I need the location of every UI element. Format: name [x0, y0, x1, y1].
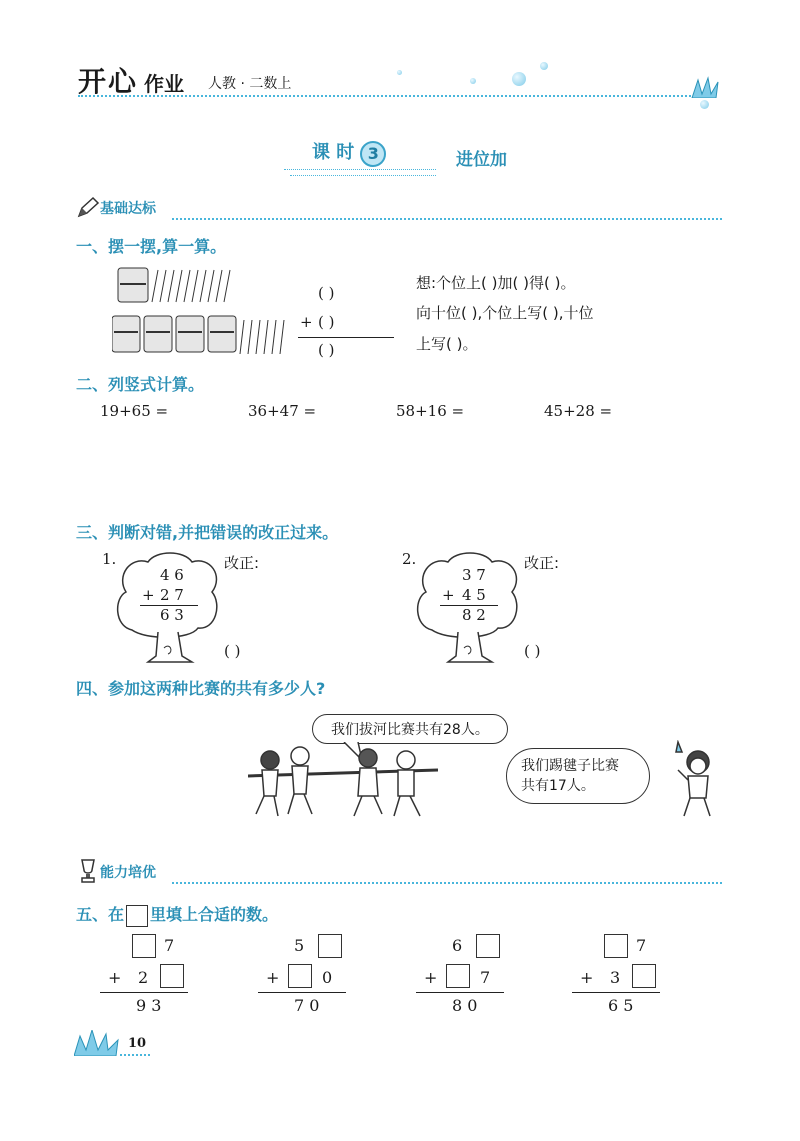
- q3-plus: +: [142, 586, 155, 604]
- q5-sum-line: [572, 992, 660, 993]
- q5-digit: 2: [138, 968, 149, 987]
- q5-digit: 6: [452, 936, 463, 955]
- q3-answer-paren: ( ): [524, 642, 541, 660]
- q1-title: 一、摆一摆,算一算。: [76, 237, 227, 256]
- q2-item: 19+65 =: [100, 402, 169, 420]
- q2-item: 58+16 =: [396, 402, 465, 420]
- edition-label: 人教 · 二数上: [208, 76, 292, 92]
- q1-plus: +: [300, 313, 313, 331]
- q3-result: 6 3: [160, 606, 184, 624]
- q5-title-post: 里填上合适的数。: [150, 905, 279, 924]
- answer-box[interactable]: [160, 964, 184, 988]
- header-divider: [78, 95, 698, 97]
- lesson-name: 进位加: [456, 150, 507, 170]
- bubble-icon: [512, 72, 526, 86]
- q5-result: 8 0: [452, 996, 478, 1015]
- lesson-number: 3: [360, 141, 386, 167]
- q5-title-pre: 五、在: [76, 905, 125, 924]
- pencil-icon: [76, 196, 100, 220]
- section-basic: 基础达标: [100, 201, 156, 217]
- q1-think-line2: 向十位( ),个位上写( ),十位: [416, 304, 594, 322]
- q3-result: 8 2: [462, 606, 486, 624]
- q3-item-index: 2.: [402, 550, 417, 568]
- q1-think-line3: 上写( )。: [416, 335, 478, 353]
- lesson-underline: [284, 169, 436, 170]
- q3-correction-label: 改正:: [224, 554, 260, 572]
- section-advanced: 能力培优: [100, 865, 156, 881]
- tug-of-war-illustration: [248, 742, 438, 824]
- q5-plus: +: [266, 968, 280, 987]
- q3-top-number: 4 6: [160, 566, 184, 584]
- q2-item: 36+47 =: [248, 402, 317, 420]
- bubble-icon: [540, 62, 548, 70]
- q3-title: 三、判断对错,并把错误的改正过来。: [76, 523, 339, 542]
- answer-box[interactable]: [604, 934, 628, 958]
- sticks-illustration: [112, 262, 287, 362]
- q3-plus: +: [442, 586, 455, 604]
- q2-item: 45+28 =: [544, 402, 613, 420]
- answer-box[interactable]: [632, 964, 656, 988]
- blank-box: [126, 905, 148, 927]
- q5-result: 9 3: [136, 996, 162, 1015]
- q5-digit: 7: [164, 936, 175, 955]
- q5-result: 6 5: [608, 996, 634, 1015]
- bubble-icon: [700, 100, 709, 109]
- q4-title: 四、参加这两种比赛的共有多少人?: [76, 679, 326, 698]
- answer-box[interactable]: [446, 964, 470, 988]
- q5-plus: +: [580, 968, 594, 987]
- q5-plus: +: [108, 968, 122, 987]
- q5-digit: 3: [610, 968, 621, 987]
- footer-dots: [120, 1054, 150, 1056]
- q5-sum-line: [258, 992, 346, 993]
- q3-correction-label: 改正:: [524, 554, 560, 572]
- q5-sum-line: [416, 992, 504, 993]
- q3-top-number: 3 7: [462, 566, 486, 584]
- q1-think-line1: 想:个位上( )加( )得( )。: [416, 274, 576, 292]
- shuttlecock-kid-illustration: [660, 740, 720, 820]
- q5-digit: 7: [480, 968, 491, 987]
- q2-title: 二、列竖式计算。: [76, 375, 205, 394]
- q3-bottom-number: 2 7: [160, 586, 184, 604]
- lesson-underline: [290, 175, 436, 176]
- q1-bottom-paren: ( ): [318, 313, 335, 331]
- q5-plus: +: [424, 968, 438, 987]
- q5-sum-line: [100, 992, 188, 993]
- q3-answer-paren: ( ): [224, 642, 241, 660]
- q5-digit: 7: [636, 936, 647, 955]
- q5-title: [76, 902, 278, 927]
- page-number: 10: [128, 1036, 147, 1051]
- q1-sum-line: [298, 337, 394, 338]
- grass-icon: [74, 1030, 122, 1056]
- bubble-icon: [470, 78, 476, 84]
- q3-bottom-number: 4 5: [462, 586, 486, 604]
- speech2-line1: 我们踢毽子比赛: [521, 758, 619, 774]
- brand-title: 开心: [78, 65, 139, 98]
- brand-subtitle: 作业: [144, 72, 184, 96]
- q5-digit: 5: [294, 936, 305, 955]
- speech2-line2: 共有17人。: [521, 778, 595, 794]
- lesson-heading: [312, 138, 404, 166]
- bubble-icon: [397, 70, 402, 75]
- answer-box[interactable]: [132, 934, 156, 958]
- answer-box[interactable]: [318, 934, 342, 958]
- grass-icon: [690, 76, 722, 98]
- lesson-label: 课 时: [312, 142, 355, 163]
- section-divider: [172, 218, 722, 220]
- q1-top-paren: ( ): [318, 284, 335, 302]
- trophy-icon: [76, 858, 100, 884]
- q5-digit: 0: [322, 968, 333, 987]
- speech-bubble-tug: 我们拔河比赛共有28人。: [312, 714, 508, 744]
- answer-box[interactable]: [288, 964, 312, 988]
- q1-result-paren: ( ): [318, 341, 335, 359]
- speech-bubble-shuttlecock: [506, 748, 650, 804]
- section-divider: [172, 882, 722, 884]
- q5-result: 7 0: [294, 996, 320, 1015]
- answer-box[interactable]: [476, 934, 500, 958]
- q3-item-index: 1.: [102, 550, 117, 568]
